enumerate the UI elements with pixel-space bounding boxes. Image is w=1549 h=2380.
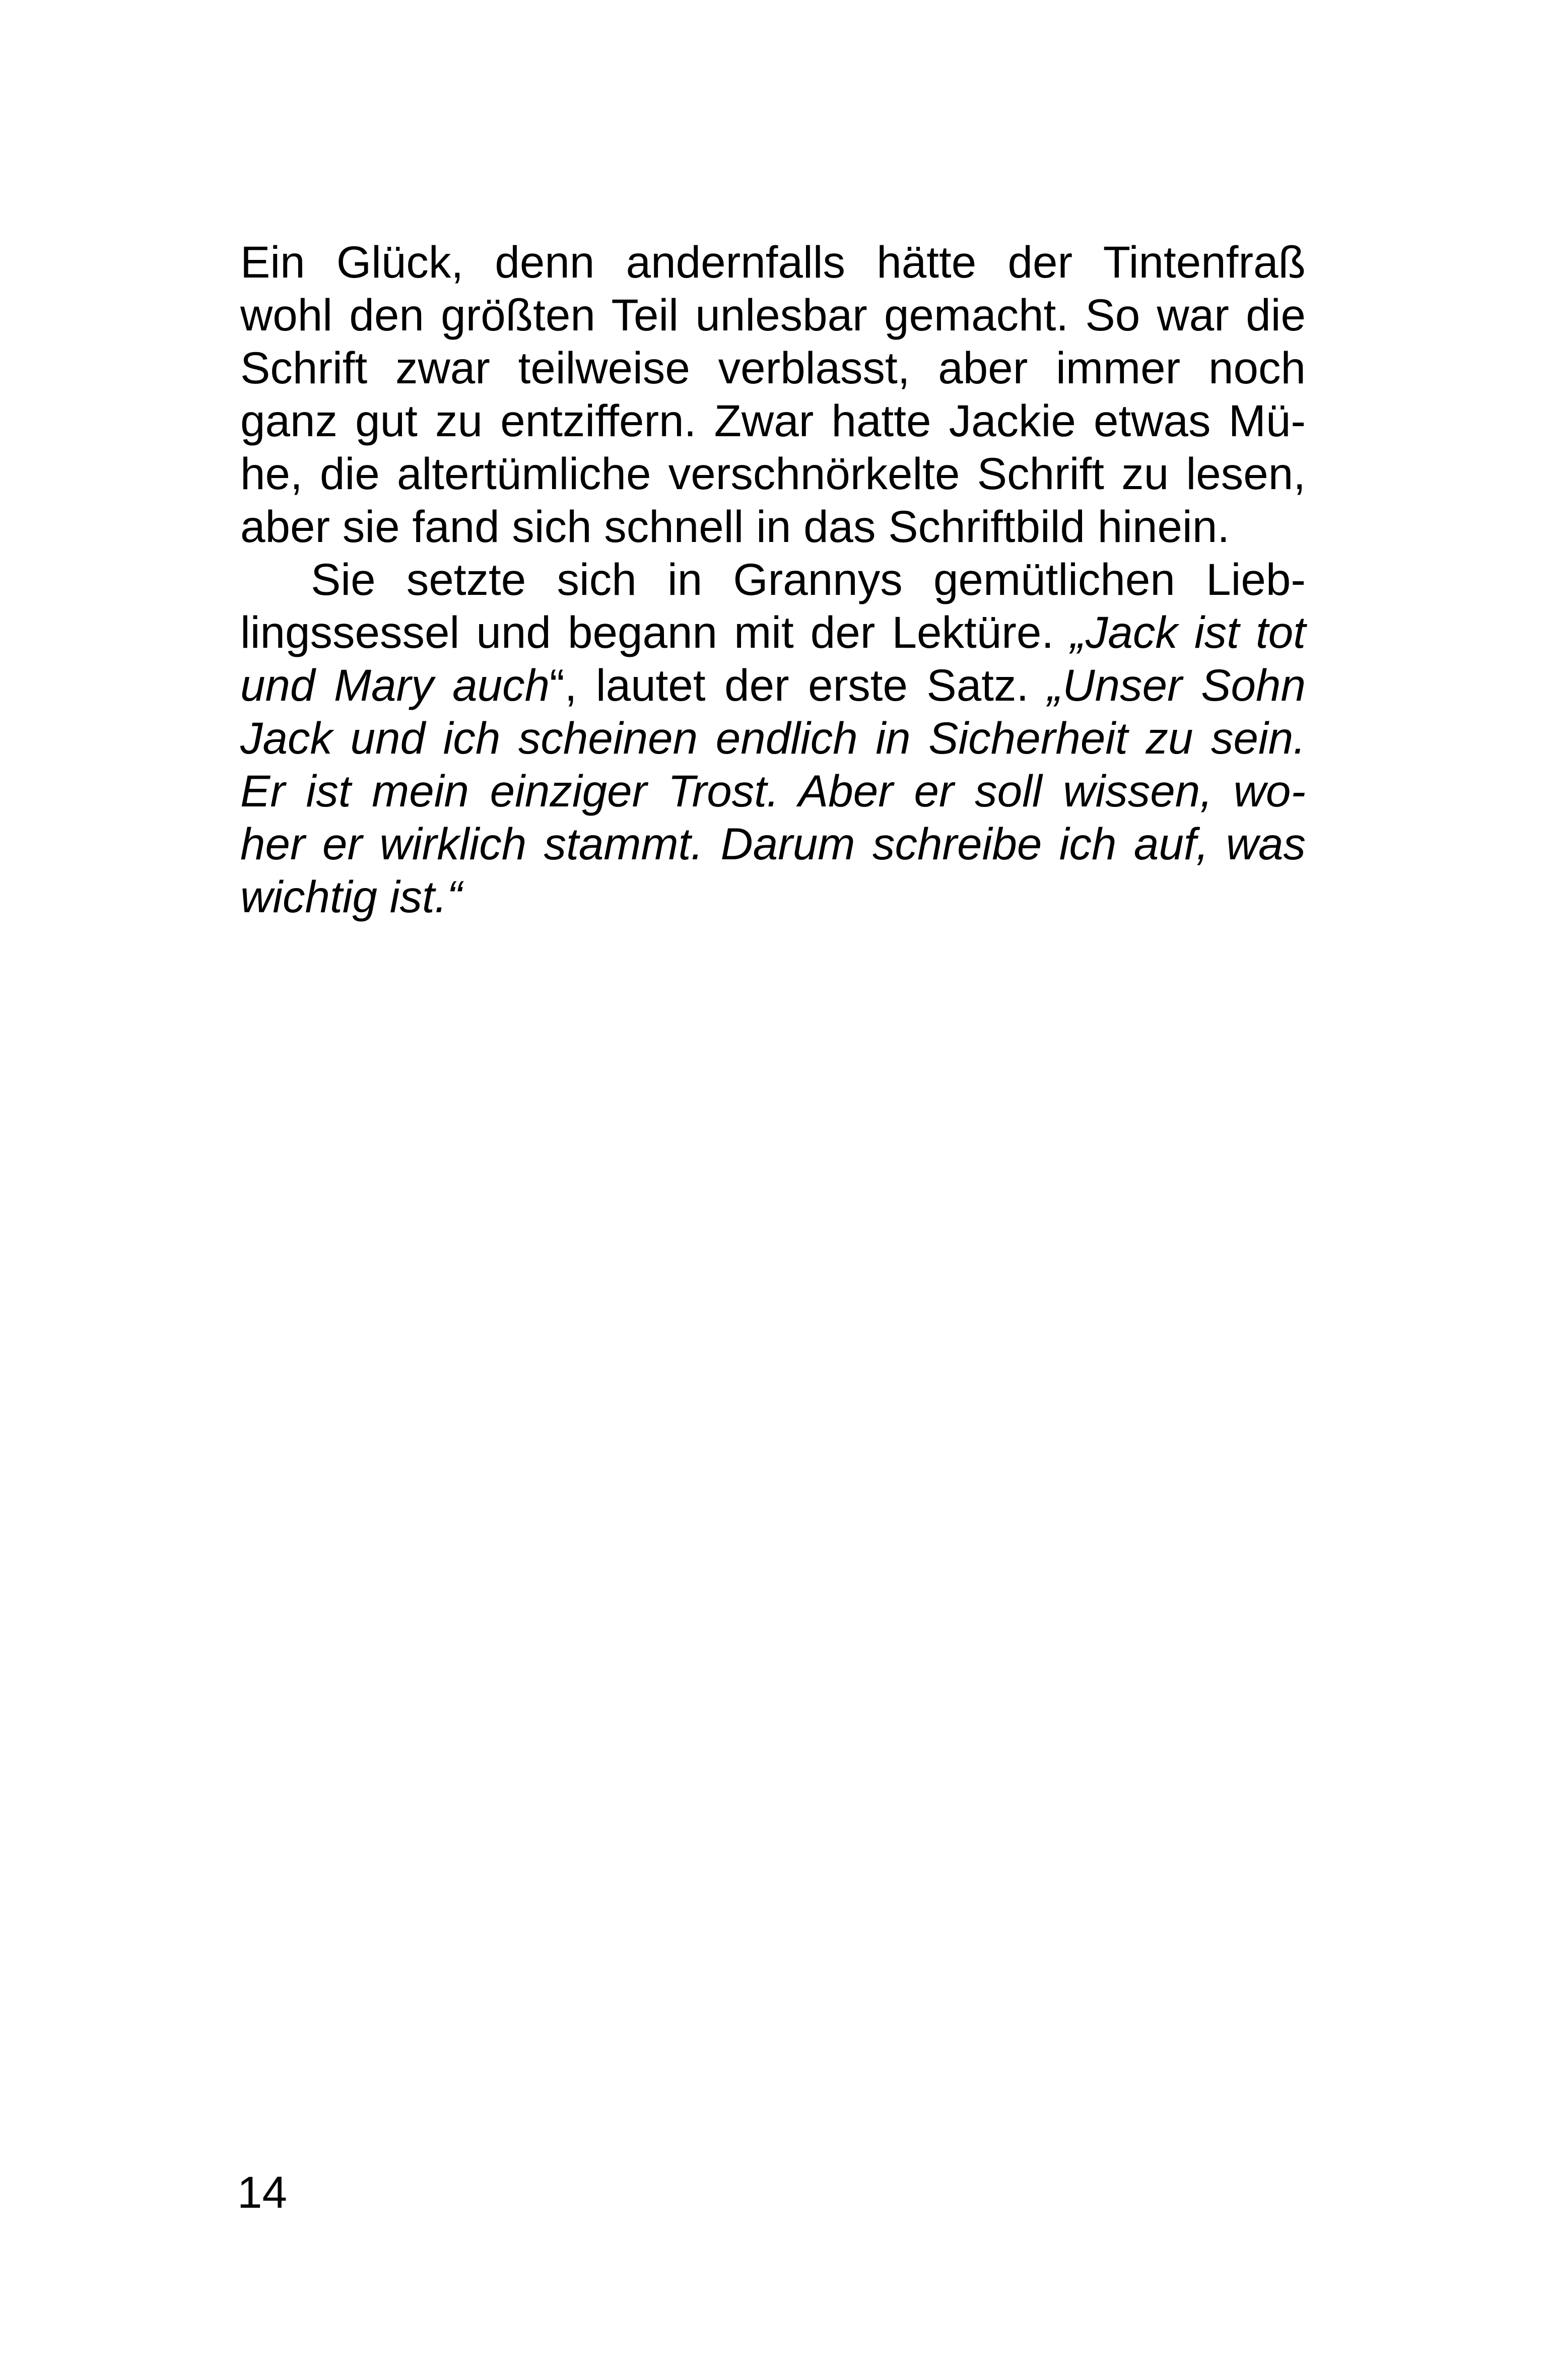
text-line: wohl den größten Teil unlesbar gemacht. So war die: [240, 290, 1306, 340]
text-line: he, die altertümliche verschnörkelte Schrift zu lesen,: [240, 448, 1306, 499]
body-text: [240, 236, 1306, 923]
italic-quote: „Jack ist tot: [1070, 607, 1306, 657]
italic-quote-line: wichtig ist.“: [240, 871, 462, 922]
text-line: Ein Glück, denn andernfalls hätte der Tintenfraß: [240, 237, 1306, 287]
italic-quote-line: her er wirklich stammt. Darum schreibe ich auf, was: [240, 819, 1306, 869]
text-line: aber sie fand sich schnell in das Schriftbild hinein.: [240, 501, 1230, 552]
text-run: lingssessel und begann mit der Lektüre.: [240, 607, 1071, 657]
text-line: Sie setzte sich in Grannys gemütlichen Lieb-: [311, 554, 1306, 604]
italic-quote: und Mary auch: [240, 660, 550, 710]
italic-quote: „Unser Sohn: [1047, 660, 1306, 710]
italic-quote-line: Jack und ich scheinen endlich in Sicherheit zu sein.: [240, 713, 1306, 763]
text-line: ganz gut zu entziffern. Zwar hatte Jackie etwas Mü-: [240, 395, 1306, 446]
text-line: [240, 659, 1306, 712]
italic-quote-line: Er ist mein einziger Trost. Aber er soll wissen, wo-: [240, 766, 1306, 816]
text-run: “, lautet der erste Satz.: [550, 660, 1048, 710]
text-line: [240, 606, 1306, 659]
page-number: 14: [237, 2167, 287, 2217]
text-line: Schrift zwar teilweise verblasst, aber immer noch: [240, 343, 1306, 393]
